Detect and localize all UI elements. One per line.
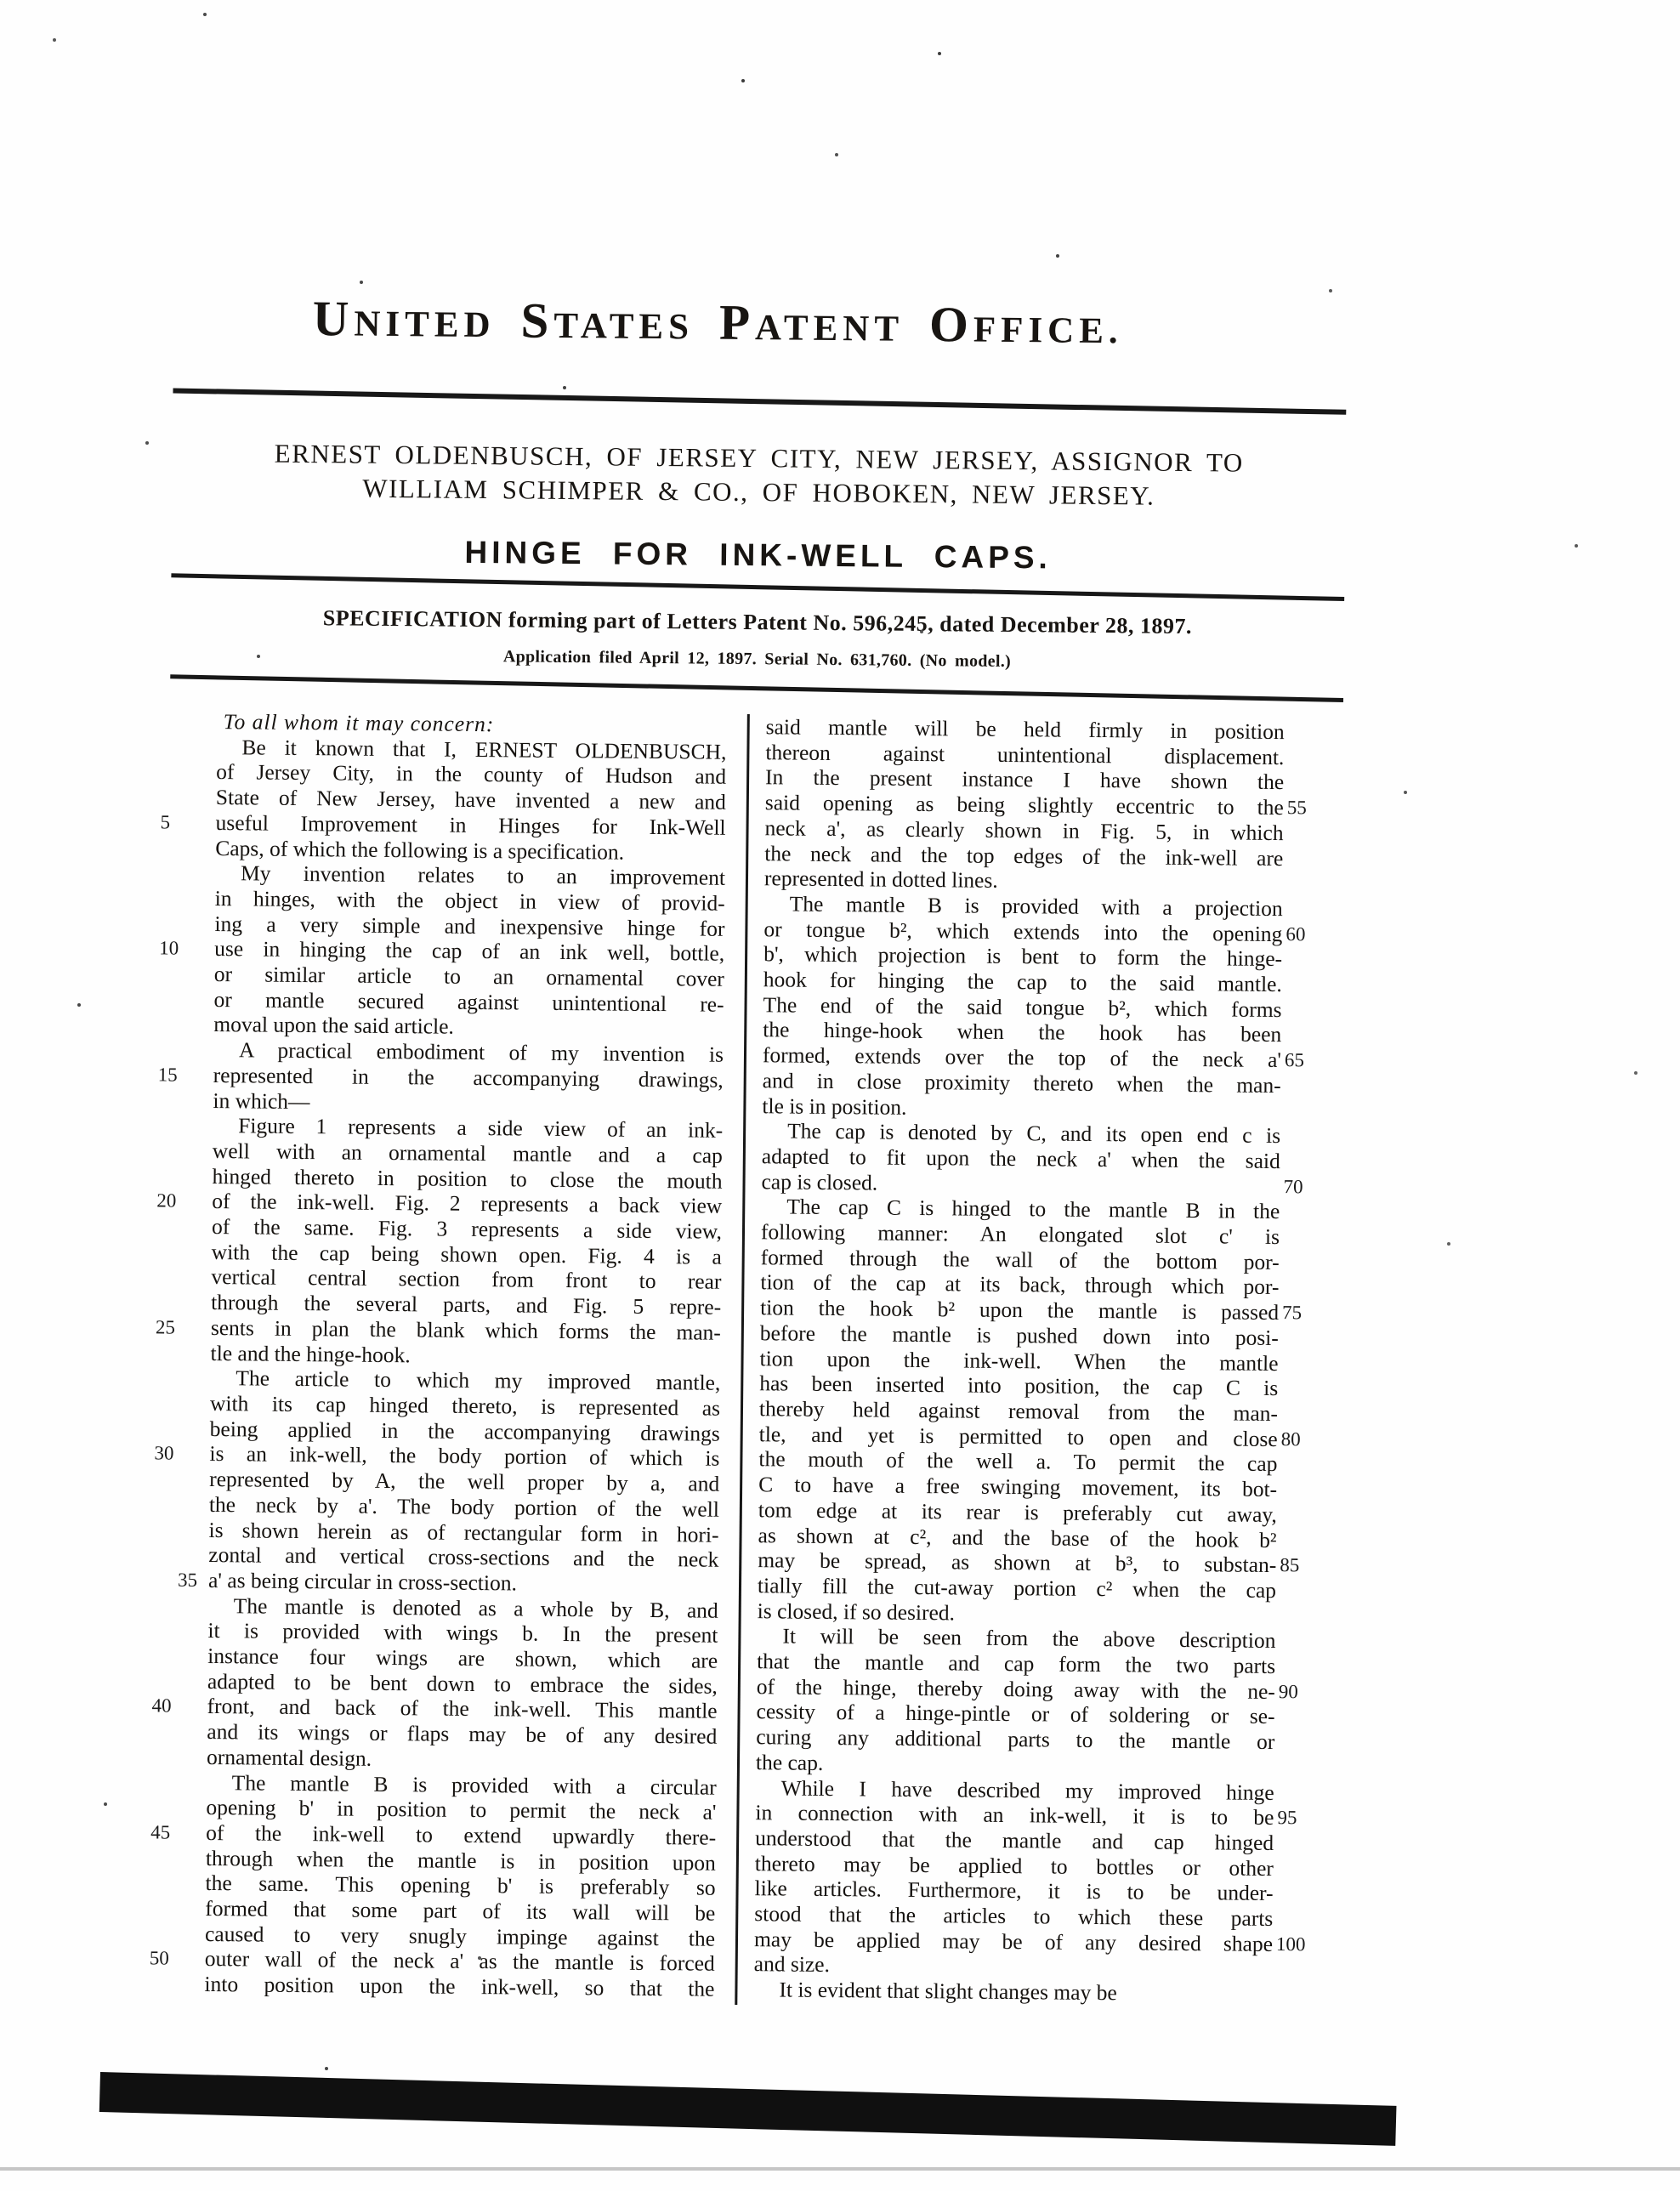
- line-text: of the ink-well to extend upwardly there-: [206, 1819, 717, 1850]
- line-text: is shown herein as of rectangular form in hori-: [208, 1517, 719, 1547]
- line-text: in connection with an ink-well, it is to be: [755, 1800, 1274, 1831]
- line-number: 65: [1284, 1049, 1305, 1071]
- line-text: of Jersey City, in the county of Hudson and: [216, 759, 727, 790]
- line-text: b', which projection is bent to form the hinge-: [763, 941, 1283, 972]
- line-text: thereon against unintentional displacement.: [765, 739, 1285, 769]
- line-text: and in close proximity thereto when the man-: [762, 1068, 1281, 1098]
- line-text: neck a', as clearly shown in Fig. 5, in which: [764, 815, 1284, 845]
- line-number: 5: [160, 811, 171, 833]
- line-text: cessity of a hinge-pintle or of soldering or se-: [756, 1699, 1275, 1729]
- line-number: 45: [150, 1821, 171, 1843]
- line-text: or similar article to an ornamental cover: [213, 962, 724, 991]
- line-text: front, and back of the ink-well. This mantle: [207, 1694, 718, 1724]
- line-text: The cap is denoted by C, and its open end c is: [787, 1118, 1281, 1149]
- line-text: tom edge at its rear is preferably cut away,: [758, 1496, 1277, 1527]
- title-rest: FFICE.: [973, 309, 1123, 352]
- line-text: well with an ornamental mantle and a cap: [212, 1138, 724, 1168]
- line-number: 90: [1278, 1680, 1298, 1703]
- left-text-column: [149, 709, 727, 2002]
- assignor-line-1: ERNEST OLDENBUSCH, OF JERSEY CITY, NEW JERSEY, ASSIGNOR TO: [274, 438, 1244, 478]
- line-number: 20: [156, 1189, 177, 1212]
- line-text: said mantle will be held firmly in position: [765, 714, 1285, 745]
- title-initial: S: [520, 292, 554, 349]
- line-text: the mouth of the well a. To permit the cap: [758, 1446, 1278, 1477]
- line-number: 40: [151, 1694, 172, 1717]
- line-text: To all whom it may concern:: [223, 709, 495, 737]
- line-text: The mantle is denoted as a whole by B, and: [233, 1592, 718, 1623]
- line-text: vertical central section from front to rear: [211, 1264, 722, 1295]
- line-text: tle is in position.: [762, 1093, 907, 1120]
- line-text: Figure 1 represents a side view of an ink-: [238, 1113, 724, 1144]
- line-text: the same. This opening b' is preferably so: [205, 1870, 716, 1901]
- line-text: being applied in the accompanying drawings: [209, 1416, 720, 1446]
- line-number: 55: [1286, 797, 1307, 819]
- line-text: outer wall of the neck a' as the mantle is forced: [204, 1946, 715, 1977]
- specification-divider-rule: [170, 674, 1343, 702]
- line-text: is an ink-well, the body portion of which is: [209, 1441, 720, 1472]
- line-number: 95: [1277, 1807, 1297, 1829]
- line-text: the neck and the top edges of the ink-well are: [764, 840, 1284, 871]
- line-text: as shown at c², and the base of the hook b²: [758, 1522, 1277, 1552]
- title-initial: U: [312, 290, 355, 347]
- line-number: 35: [177, 1569, 198, 1591]
- line-text: formed through the wall of the bottom por-: [760, 1244, 1280, 1274]
- line-text: The mantle B is provided with a circular: [231, 1769, 717, 1800]
- line-number: 15: [157, 1064, 178, 1086]
- line-text: instance four wings are shown, which are: [207, 1643, 718, 1673]
- line-text: curing any additional parts to the mantle or: [756, 1724, 1275, 1755]
- line-text: may be spread, as shown at b³, to substan-: [758, 1547, 1277, 1578]
- line-text: in which—: [213, 1087, 310, 1114]
- line-text: formed, extends over the top of the neck a': [762, 1042, 1282, 1073]
- title-word: [718, 293, 905, 351]
- line-text: tion of the cap at its back, through which por-: [760, 1269, 1280, 1300]
- assignor-line-2: WILLIAM SCHIMPER & CO., OF HOBOKEN, NEW JERSEY.: [362, 473, 1155, 511]
- right-text-column: [753, 714, 1307, 2007]
- line-number: 75: [1282, 1302, 1303, 1324]
- text-line: [204, 1972, 714, 2001]
- line-number: 80: [1280, 1428, 1301, 1450]
- line-text: hook for hinging the cap to the said mantle.: [763, 967, 1282, 997]
- line-text: sents in plan the blank which forms the man-: [210, 1314, 722, 1345]
- line-text: stood that the articles to which these parts: [754, 1901, 1274, 1932]
- line-text: or tongue b², which extends into the opening: [763, 916, 1283, 946]
- line-text: tially fill the cut-away portion c² when the cap: [757, 1573, 1277, 1603]
- line-text: The cap C is hinged to the mantle B in the: [786, 1194, 1280, 1224]
- line-text: the cap.: [755, 1750, 824, 1775]
- line-text: Caps, of which the following is a specification.: [215, 835, 625, 865]
- line-text: The end of the said tongue b², which forms: [763, 991, 1282, 1022]
- line-text: with its cap hinged thereto, is represented as: [209, 1390, 721, 1421]
- invention-title: HINGE FOR INK-WELL CAPS.: [464, 534, 1053, 576]
- line-text: before the mantle is pushed down into posi-: [759, 1320, 1279, 1350]
- line-text: It is evident that slight changes may be: [779, 1977, 1117, 2006]
- line-text: formed that some part of its wall will be: [205, 1896, 716, 1926]
- title-word: [520, 292, 695, 349]
- scan-edge-line: [0, 2167, 1680, 2171]
- title-initial: P: [718, 293, 756, 351]
- line-text: through when the mantle is in position upon: [205, 1845, 717, 1876]
- line-text: represented in dotted lines.: [763, 866, 998, 894]
- title-initial: O: [928, 296, 974, 353]
- line-text: following manner: An elongated slot c' is: [760, 1219, 1280, 1250]
- line-text: has been inserted into position, the cap C is: [759, 1371, 1279, 1401]
- line-number: 25: [155, 1316, 176, 1338]
- line-text: of the hinge, thereby doing away with the ne-: [756, 1673, 1275, 1704]
- line-text: adapted to fit upon the neck a' when the said: [761, 1144, 1280, 1174]
- line-text: moval upon the said article.: [213, 1012, 454, 1040]
- line-text: cap is closed.: [761, 1168, 878, 1195]
- line-number: 70: [1283, 1175, 1303, 1197]
- line-text: ornamental design.: [206, 1744, 372, 1771]
- line-text: is closed, if so desired.: [757, 1598, 956, 1626]
- line-text: useful Improvement in Hinges for Ink-Well: [215, 809, 726, 840]
- line-number: 100: [1275, 1933, 1306, 1955]
- column-divider-line: [735, 714, 750, 2005]
- line-text: represented in the accompanying drawings,: [213, 1062, 724, 1093]
- line-text: tion upon the ink-well. When the mantle: [759, 1345, 1279, 1376]
- line-text: with the cap being shown open. Fig. 4 is a: [211, 1239, 722, 1269]
- header-divider-rule: [173, 389, 1346, 415]
- line-number: 30: [154, 1442, 174, 1464]
- specification-line: SPECIFICATION forming part of Letters Patent No. 596,245, dated December 28, 1897.: [322, 605, 1193, 639]
- line-text: of the ink-well. Fig. 2 represents a back view: [212, 1189, 723, 1219]
- line-text: tle, and yet is permitted to open and close: [758, 1421, 1278, 1451]
- line-number: 50: [149, 1947, 169, 1970]
- line-text: said opening as being slightly eccentric to the: [764, 790, 1284, 820]
- line-text: thereto may be applied to bottles or other: [754, 1850, 1274, 1881]
- line-text: may be applied may be of any desired shape: [753, 1926, 1274, 1956]
- line-text: or mantle secured against unintentional re-: [213, 986, 724, 1017]
- line-text: hinged thereto in position to close the mouth: [212, 1163, 723, 1194]
- line-text: tle and the hinge-hook.: [210, 1340, 411, 1367]
- line-number: 85: [1280, 1554, 1300, 1576]
- title-word: [928, 296, 1123, 353]
- line-text: While I have described my improved hinge: [780, 1774, 1274, 1805]
- application-line: Application filed April 12, 1897. Serial No. 631,760. (No model.): [502, 647, 1012, 671]
- text-line: [753, 1977, 1272, 2007]
- line-number: 10: [159, 937, 179, 959]
- line-text: It will be seen from the above description: [782, 1623, 1276, 1654]
- patent-header: [177, 1, 1350, 671]
- title-divider-rule: [171, 573, 1344, 601]
- line-text: State of New Jersey, have invented a new and: [215, 785, 726, 815]
- line-text: C to have a free swinging movement, its bot-: [758, 1472, 1278, 1502]
- line-text: caused to very snugly impinge against the: [204, 1921, 716, 1951]
- line-text: understood that the mantle and cap hinged: [755, 1825, 1274, 1855]
- line-text: a' as being circular in cross-section.: [207, 1567, 518, 1596]
- line-text: tion the hook b² upon the mantle is passed: [760, 1295, 1280, 1325]
- line-text: adapted to be bent down to embrace the sides,: [207, 1668, 718, 1699]
- line-text: into position upon the ink-well, so that the: [204, 1972, 715, 2001]
- line-text: zontal and vertical cross-sections and the neck: [208, 1542, 719, 1572]
- line-text: A practical embodiment of my invention is: [238, 1037, 724, 1067]
- line-text: ing a very simple and inexpensive hinge for: [214, 911, 725, 941]
- line-text: and its wings or flaps may be of any desired: [207, 1719, 718, 1749]
- line-text: In the present instance I have shown the: [765, 764, 1285, 795]
- line-text: through the several parts, and Fig. 5 repre-: [211, 1290, 722, 1320]
- scan-speckles: [0, 0, 2, 2]
- line-text: The mantle B is provided with a projection: [789, 891, 1283, 921]
- line-text: use in hinging the cap of an ink well, bottle,: [214, 936, 725, 967]
- line-text: the neck by a'. The body portion of the well: [208, 1491, 720, 1522]
- line-text: opening b' in position to permit the neck a': [206, 1795, 717, 1825]
- line-text: of the same. Fig. 3 represents a side view,: [211, 1214, 723, 1244]
- line-text: in hinges, with the object in view of provid-: [214, 885, 725, 916]
- line-text: that the mantle and cap form the two parts: [757, 1649, 1276, 1679]
- line-text: it is provided with wings b. In the present: [207, 1618, 718, 1649]
- title-rest: ATENT: [754, 308, 905, 349]
- line-text: The article to which my improved mantle,: [236, 1365, 721, 1396]
- line-text: thereby held against removal from the man-: [758, 1396, 1279, 1427]
- page-title: [131, 287, 1305, 357]
- line-text: and size.: [753, 1951, 831, 1978]
- line-text: Be it known that I, ERNEST OLDENBUSCH,: [241, 735, 727, 764]
- line-text: like articles. Furthermore, it is to be under-: [754, 1876, 1274, 1906]
- line-number: 60: [1286, 922, 1306, 945]
- title-rest: TATES: [553, 305, 695, 348]
- line-text: My invention relates to an improvement: [240, 860, 726, 890]
- title-word: [312, 290, 496, 347]
- line-text: represented by A, the well proper by a, and: [209, 1467, 720, 1496]
- line-text: the hinge-hook when the hook has been: [763, 1017, 1282, 1047]
- title-rest: NITED: [354, 304, 496, 346]
